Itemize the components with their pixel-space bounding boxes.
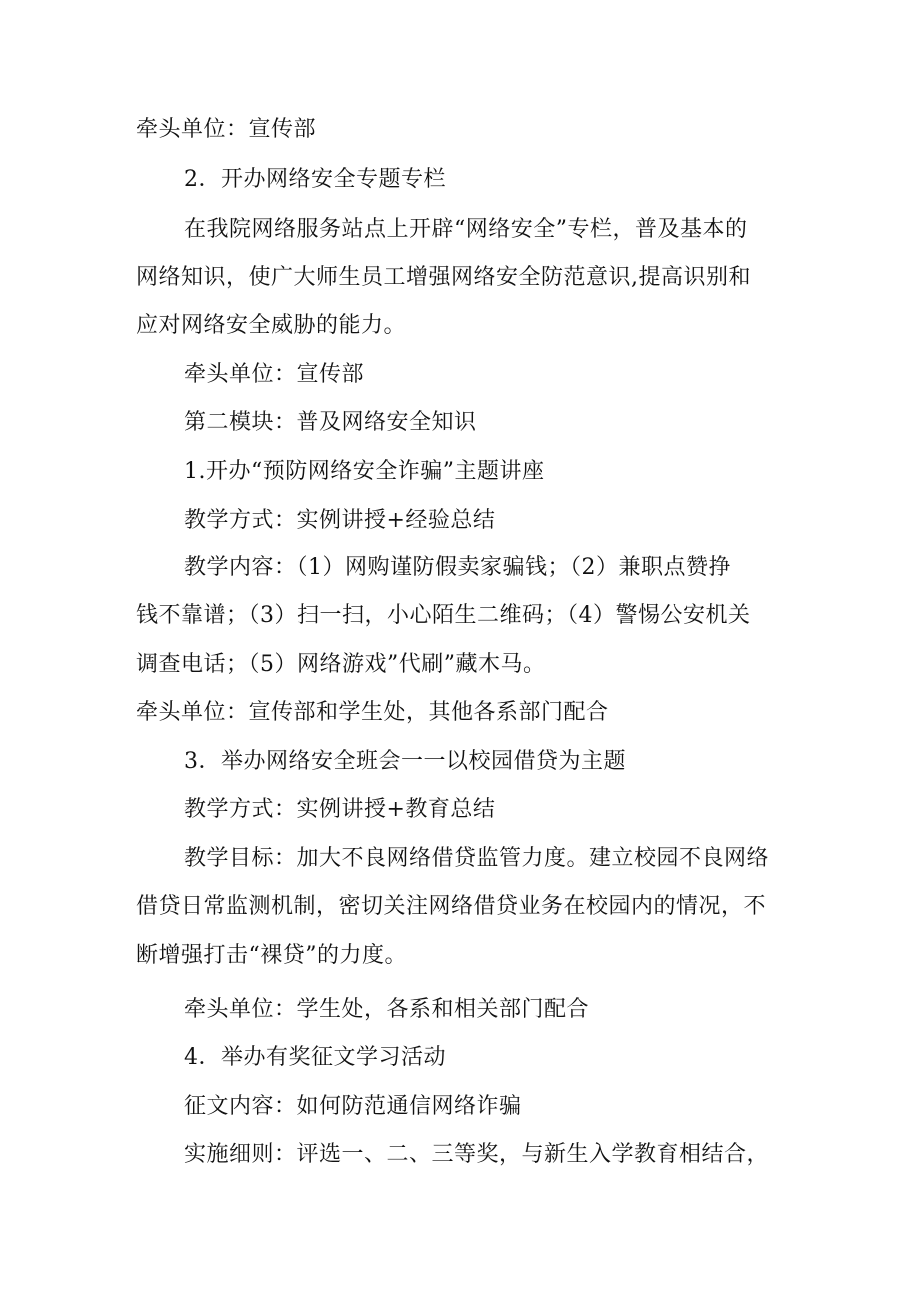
paragraph-line: 在我院网络服务站点上开辟“网络安全”专栏，普及基本的: [184, 217, 748, 242]
teaching-method-line: 教学方式：实例讲授+教育总结: [184, 797, 496, 822]
paragraph-line: 调查电话；（5）网络游戏”代刷”藏木马。: [136, 652, 546, 677]
lead-unit-line: 牵头单位：宣传部: [136, 117, 317, 142]
essay-content-line: 征文内容：如何防范通信网络诈骗: [184, 1094, 522, 1119]
lead-unit-line: 牵头单位：宣传部: [184, 362, 365, 387]
section-heading: 3．举办网络安全班会一一以校园借贷为主题: [184, 749, 626, 774]
lead-unit-line: 牵头单位：宣传部和学生处，其他各系部门配合: [136, 700, 609, 725]
teaching-method-line: 教学方式：实例讲授+经验总结: [184, 508, 496, 533]
paragraph-line: 断增强打击“裸贷”的力度。: [136, 943, 407, 968]
paragraph-line: 教学目标：加大不良网络借贷监管力度。建立校园不良网络: [184, 846, 770, 871]
paragraph-line: 实施细则：评选一、二、三等奖，与新生入学教育相结合，: [184, 1142, 770, 1167]
paragraph-line: 应对网络安全威胁的能力。: [136, 313, 407, 338]
paragraph-line: 网络知识，使广大师生员工增强网络安全防范意识,提高识别和: [136, 265, 751, 290]
paragraph-line: 借贷日常监测机制，密切关注网络借贷业务在校园内的情况，不: [136, 894, 767, 919]
section-heading: 4．举办有奖征文学习活动: [184, 1045, 446, 1070]
paragraph-line: 钱不靠谱；（3）扫一扫，小心陌生二维码；（4）警惕公安机关: [136, 603, 751, 628]
module-heading: 第二模块：普及网络安全知识: [184, 410, 477, 435]
section-heading: 1.开办“预防网络安全诈骗”主题讲座: [184, 459, 545, 484]
paragraph-line: 教学内容：（1）网购谨防假卖家骗钱；（2）兼职点赞挣: [184, 555, 731, 580]
section-heading: 2．开办网络安全专题专栏: [184, 167, 446, 192]
lead-unit-line: 牵头单位：学生处，各系和相关部门配合: [184, 997, 590, 1022]
